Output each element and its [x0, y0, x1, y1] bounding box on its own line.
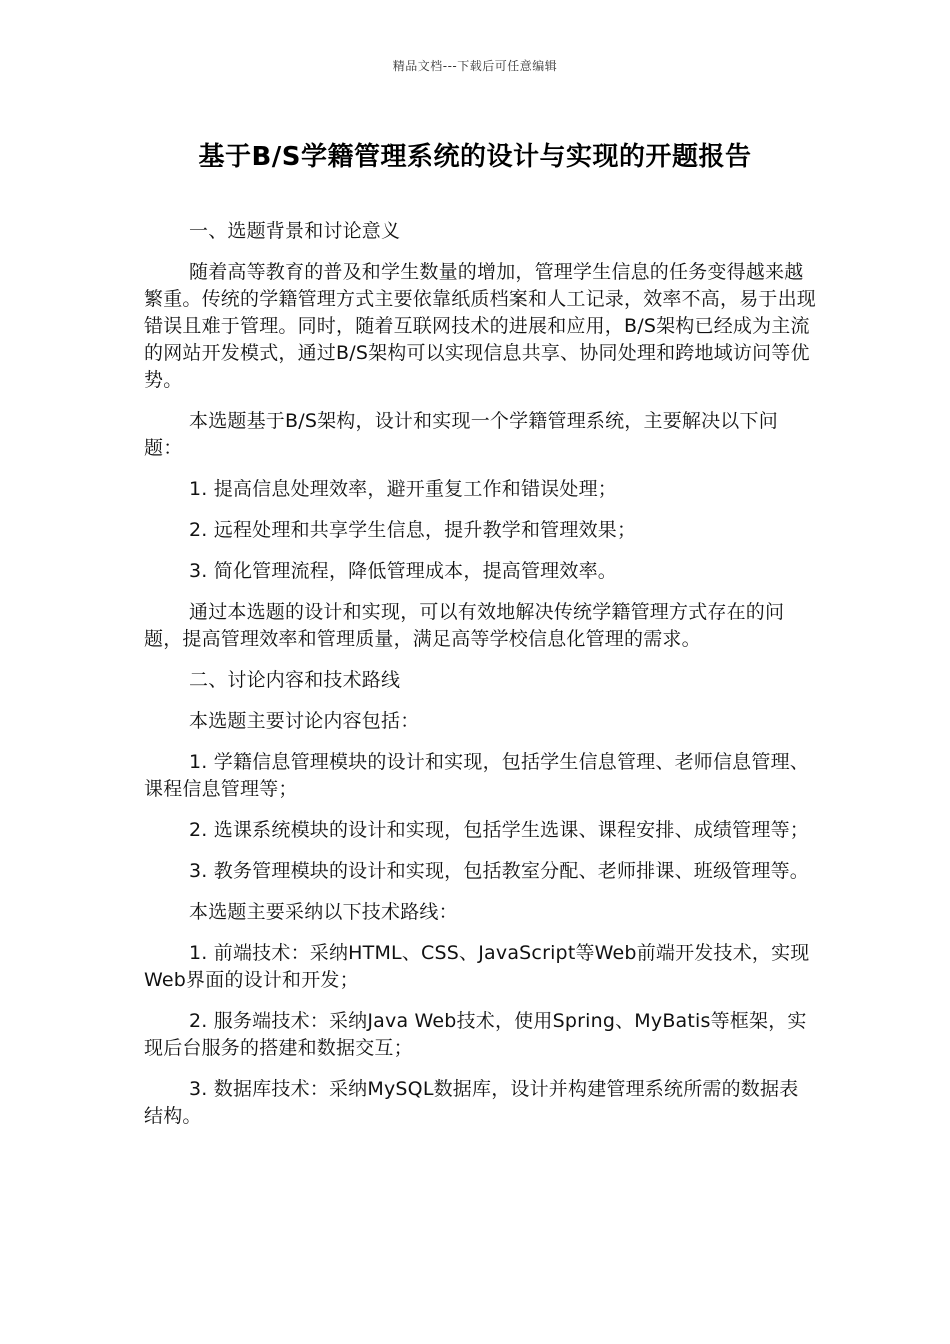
paragraph-background: 随着高等教育的普及和学生数量的增加，管理学生信息的任务变得越来越繁重。传统的学籍管理方式主要依靠纸质档案和人工记录，效率不高，易于出现错误且难于管理。同时，随着互联网技术的进展和应用，B/S架构已经成为主流的网站开发模式，通过B/S架构可以实现信息共享、协同处理和跨地域访问等优势。 [144, 261, 817, 391]
list-item-tech-3: 3. 数据库技术：采纳MySQL数据库，设计并构建管理系统所需的数据表结构。 [144, 1078, 799, 1127]
list-item-content-2: 2. 选课系统模块的设计和实现，包括学生选课、课程安排、成绩管理等； [189, 819, 809, 841]
paragraph-significance: 通过本选题的设计和实现，可以有效地解决传统学籍管理方式存在的问题，提高管理效率和管理质量，满足高等学校信息化管理的需求。 [144, 601, 785, 650]
document-body [144, 218, 816, 1144]
list-item-tech-2: 2. 服务端技术：采纳Java Web技术，使用Spring、MyBatis等框架，实现后台服务的搭建和数据交互； [144, 1010, 807, 1059]
list-item-problem-3: 3. 简化管理流程，降低管理成本，提高管理效率。 [189, 560, 617, 582]
list-item-problem-2: 2. 远程处理和共享学生信息，提升教学和管理效果； [189, 519, 637, 541]
list-item-content-3: 3. 教务管理模块的设计和实现，包括教室分配、老师排课、班级管理等。 [189, 860, 809, 882]
document-title: 基于B/S学籍管理系统的设计与实现的开题报告 [198, 142, 752, 172]
paragraph-problem-intro: 本选题基于B/S架构，设计和实现一个学籍管理系统，主要解决以下问题： [144, 410, 778, 459]
header-note: 精品文档---下载后可任意编辑 [392, 59, 558, 73]
list-item-content-1: 1. 学籍信息管理模块的设计和实现，包括学生信息管理、老师信息管理、课程信息管理等； [144, 751, 809, 800]
section-heading-content: 二、讨论内容和技术路线 [189, 669, 401, 691]
paragraph-content-intro: 本选题主要讨论内容包括： [189, 710, 420, 732]
paragraph-tech-intro: 本选题主要采纳以下技术路线： [189, 901, 458, 923]
list-item-tech-1: 1. 前端技术：采纳HTML、CSS、JavaScript等Web前端开发技术，实现Web界面的设计和开发； [144, 942, 810, 991]
section-heading-background: 一、选题背景和讨论意义 [189, 220, 401, 242]
list-item-problem-1: 1. 提高信息处理效率，避开重复工作和错误处理； [189, 478, 617, 500]
